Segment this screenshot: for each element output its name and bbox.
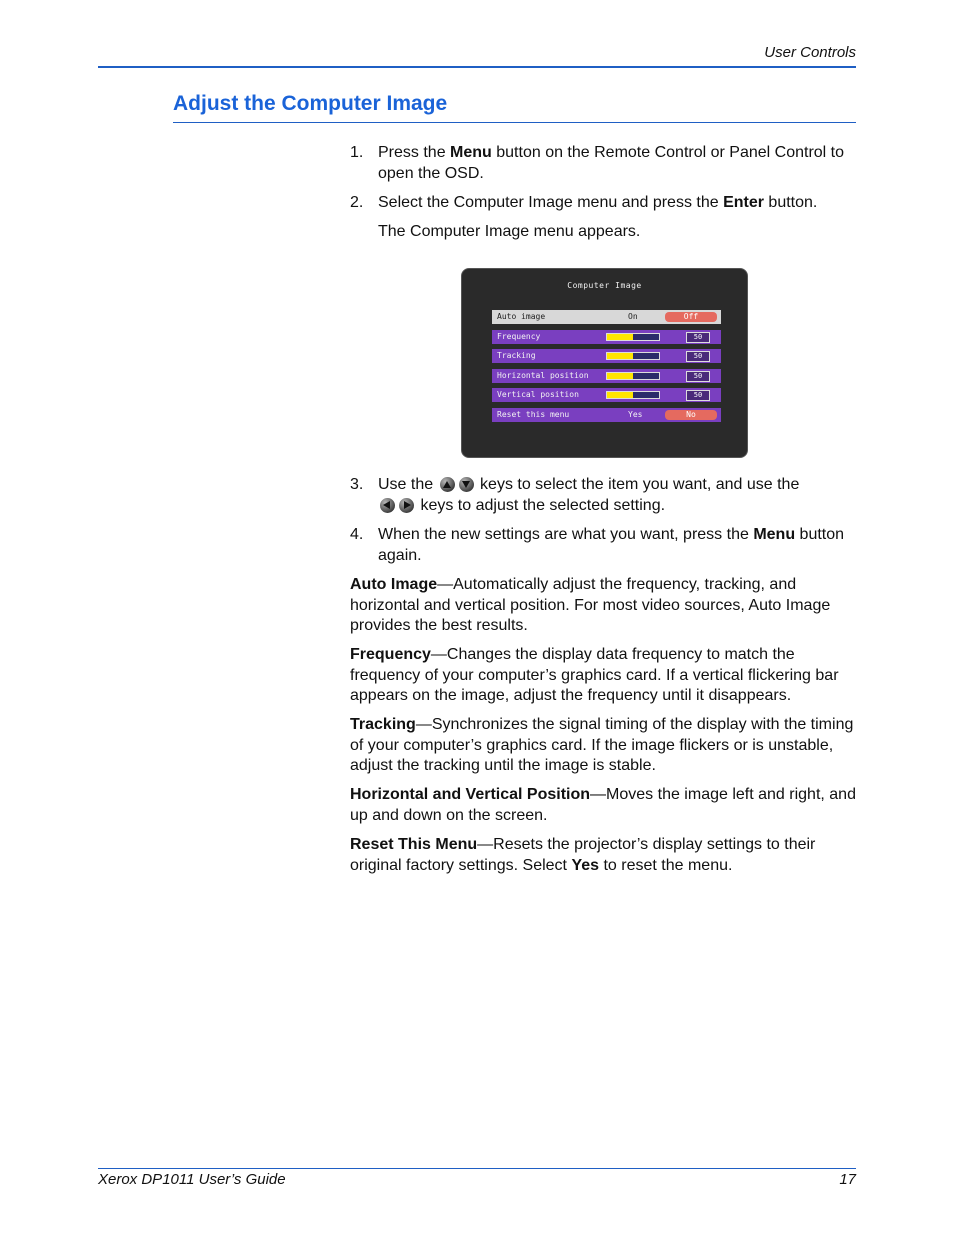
- definition-auto-image: Auto Image—Automatically adjust the frequency, tracking, and horizontal and vertical position. For most video sources, Auto Image provides the best results.: [350, 576, 831, 634]
- osd-row-reset: Reset this menu Yes No: [492, 408, 721, 422]
- step-3: 3. Use the keys to select the item you want, and use the keys to adjust the selected setting.: [350, 476, 800, 514]
- definition-tracking: Tracking—Synchronizes the signal timing of the display with the timing of your computer’s graphics card. If the image flickers or is unstable, adjust the tracking until the image is stable.: [350, 716, 854, 774]
- osd-row-auto-image: Auto image On Off: [492, 310, 721, 324]
- header-rule: [98, 66, 856, 68]
- osd-menu-image: [461, 268, 748, 458]
- footer-rule: [98, 1168, 856, 1169]
- step-2: 2. Select the Computer Image menu and press the Enter button.: [350, 194, 818, 211]
- osd-slider: [606, 352, 660, 360]
- step-1: 1. Press the Menu button on the Remote Control or Panel Control to open the OSD.: [350, 144, 845, 182]
- osd-title: Computer Image: [567, 281, 642, 290]
- osd-slider: [606, 333, 660, 341]
- osd-row-tracking: Tracking 50: [492, 349, 721, 363]
- right-arrow-key-icon: [399, 498, 414, 513]
- running-header: User Controls: [764, 44, 856, 61]
- osd-slider: [606, 391, 660, 399]
- step-2-note: The Computer Image menu appears.: [378, 223, 641, 240]
- up-arrow-key-icon: [440, 477, 455, 492]
- section-title: Adjust the Computer Image: [173, 92, 448, 115]
- footer-guide-title: Xerox DP1011 User’s Guide: [98, 1171, 286, 1188]
- down-arrow-key-icon: [459, 477, 474, 492]
- osd-row-horizontal-position: Horizontal position 50: [492, 369, 721, 383]
- page-number: 17: [839, 1171, 856, 1188]
- osd-row-frequency: Frequency 50: [492, 330, 721, 344]
- title-rule: [173, 122, 856, 123]
- definition-frequency: Frequency—Changes the display data frequency to match the frequency of your computer’s graphics card. If a vertical flickering bar appears on the image, adjust the frequency until it disappears.: [350, 646, 839, 704]
- definition-reset: Reset This Menu—Resets the projector’s display settings to their original factory settings. Select Yes to reset the menu.: [350, 836, 816, 874]
- definition-position: Horizontal and Vertical Position—Moves the image left and right, and up and down on the screen.: [350, 786, 856, 824]
- step-4: 4. When the new settings are what you want, press the Menu button again.: [350, 526, 845, 564]
- osd-row-vertical-position: Vertical position 50: [492, 388, 721, 402]
- osd-slider: [606, 372, 660, 380]
- left-arrow-key-icon: [380, 498, 395, 513]
